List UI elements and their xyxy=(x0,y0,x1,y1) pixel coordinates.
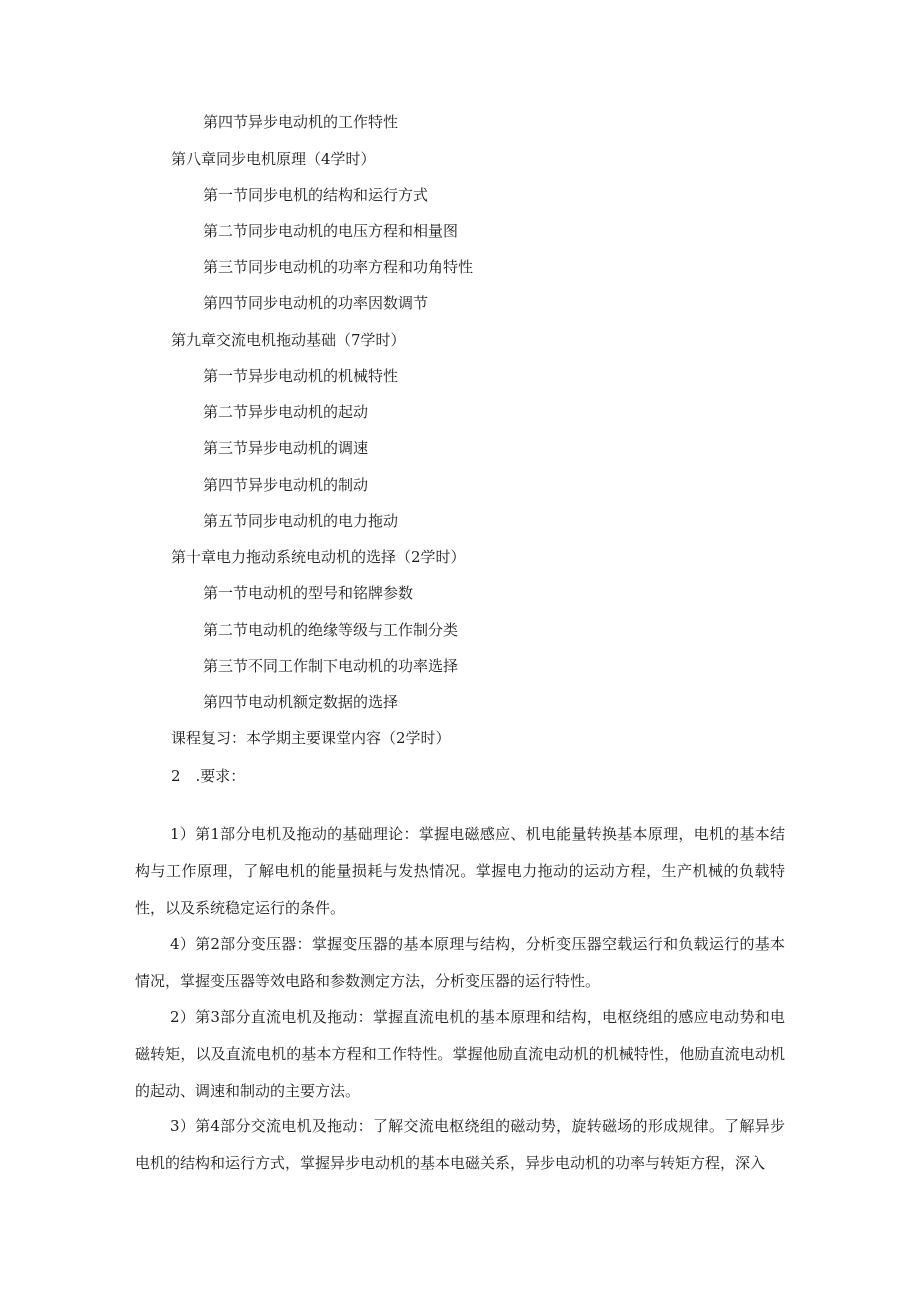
outline-chapter: 第九章交流电机拖动基础（7学时） xyxy=(171,331,406,349)
outline-section: 第一节异步电动机的机械特性 xyxy=(203,367,399,385)
outline-chapter: 第八章同步电机原理（4学时） xyxy=(171,150,376,168)
outline-section: 第五节同步电动机的电力拖动 xyxy=(203,512,399,530)
outline-section: 第二节异步电动机的起动 xyxy=(203,403,369,421)
requirement-paragraph: 2）第3部分直流电机及拖动：掌握直流电机的基本原理和结构，电枢绕组的感应电动势和电磁转矩，以及直流电机的基本方程和工作特性。掌握他励直流电动机的机械特性，他励直流电动机的起动、调速和制动的主要方法。 xyxy=(135,1008,785,1100)
outline-section: 第四节异步电动机的工作特性 xyxy=(203,113,399,131)
requirement-paragraph: 3）第4部分交流电机及拖动：了解交流电枢绕组的磁动势，旋转磁场的形成规律。了解异步电机的结构和运行方式，掌握异步电动机的基本电磁关系，异步电动机的功率与转矩方程，深入 xyxy=(135,1117,785,1172)
outline-section: 第三节不同工作制下电动机的功率选择 xyxy=(203,657,459,675)
outline-section: 第三节同步电动机的功率方程和功角特性 xyxy=(203,258,474,276)
requirements-heading: 2 .要求： xyxy=(171,767,246,785)
outline-chapter: 课程复习：本学期主要课堂内容（2学时） xyxy=(171,729,451,747)
outline-chapter: 第十章电力拖动系统电动机的选择（2学时） xyxy=(171,548,466,566)
outline-section: 第四节异步电动机的制动 xyxy=(203,476,369,494)
outline-section: 第三节异步电动机的调速 xyxy=(203,439,369,457)
outline-section: 第一节同步电机的结构和运行方式 xyxy=(203,186,429,204)
outline-section: 第二节同步电动机的电压方程和相量图 xyxy=(203,222,459,240)
requirement-paragraph: 1）第1部分电机及拖动的基础理论：掌握电磁感应、机电能量转换基本原理，电机的基本结构与工作原理，了解电机的能量损耗与发热情况。掌握电力拖动的运动方程，生产机械的负载特性，以及系统稳定运行的条件。 xyxy=(135,825,785,917)
outline-section: 第四节电动机额定数据的选择 xyxy=(203,693,399,711)
outline-section: 第二节电动机的绝缘等级与工作制分类 xyxy=(203,621,459,639)
requirement-paragraph: 4）第2部分变压器：掌握变压器的基本原理与结构，分析变压器空载运行和负载运行的基本情况，掌握变压器等效电路和参数测定方法，分析变压器的运行特性。 xyxy=(135,935,785,990)
outline-section: 第一节电动机的型号和铭牌参数 xyxy=(203,584,414,602)
outline-section: 第四节同步电动机的功率因数调节 xyxy=(203,294,429,312)
